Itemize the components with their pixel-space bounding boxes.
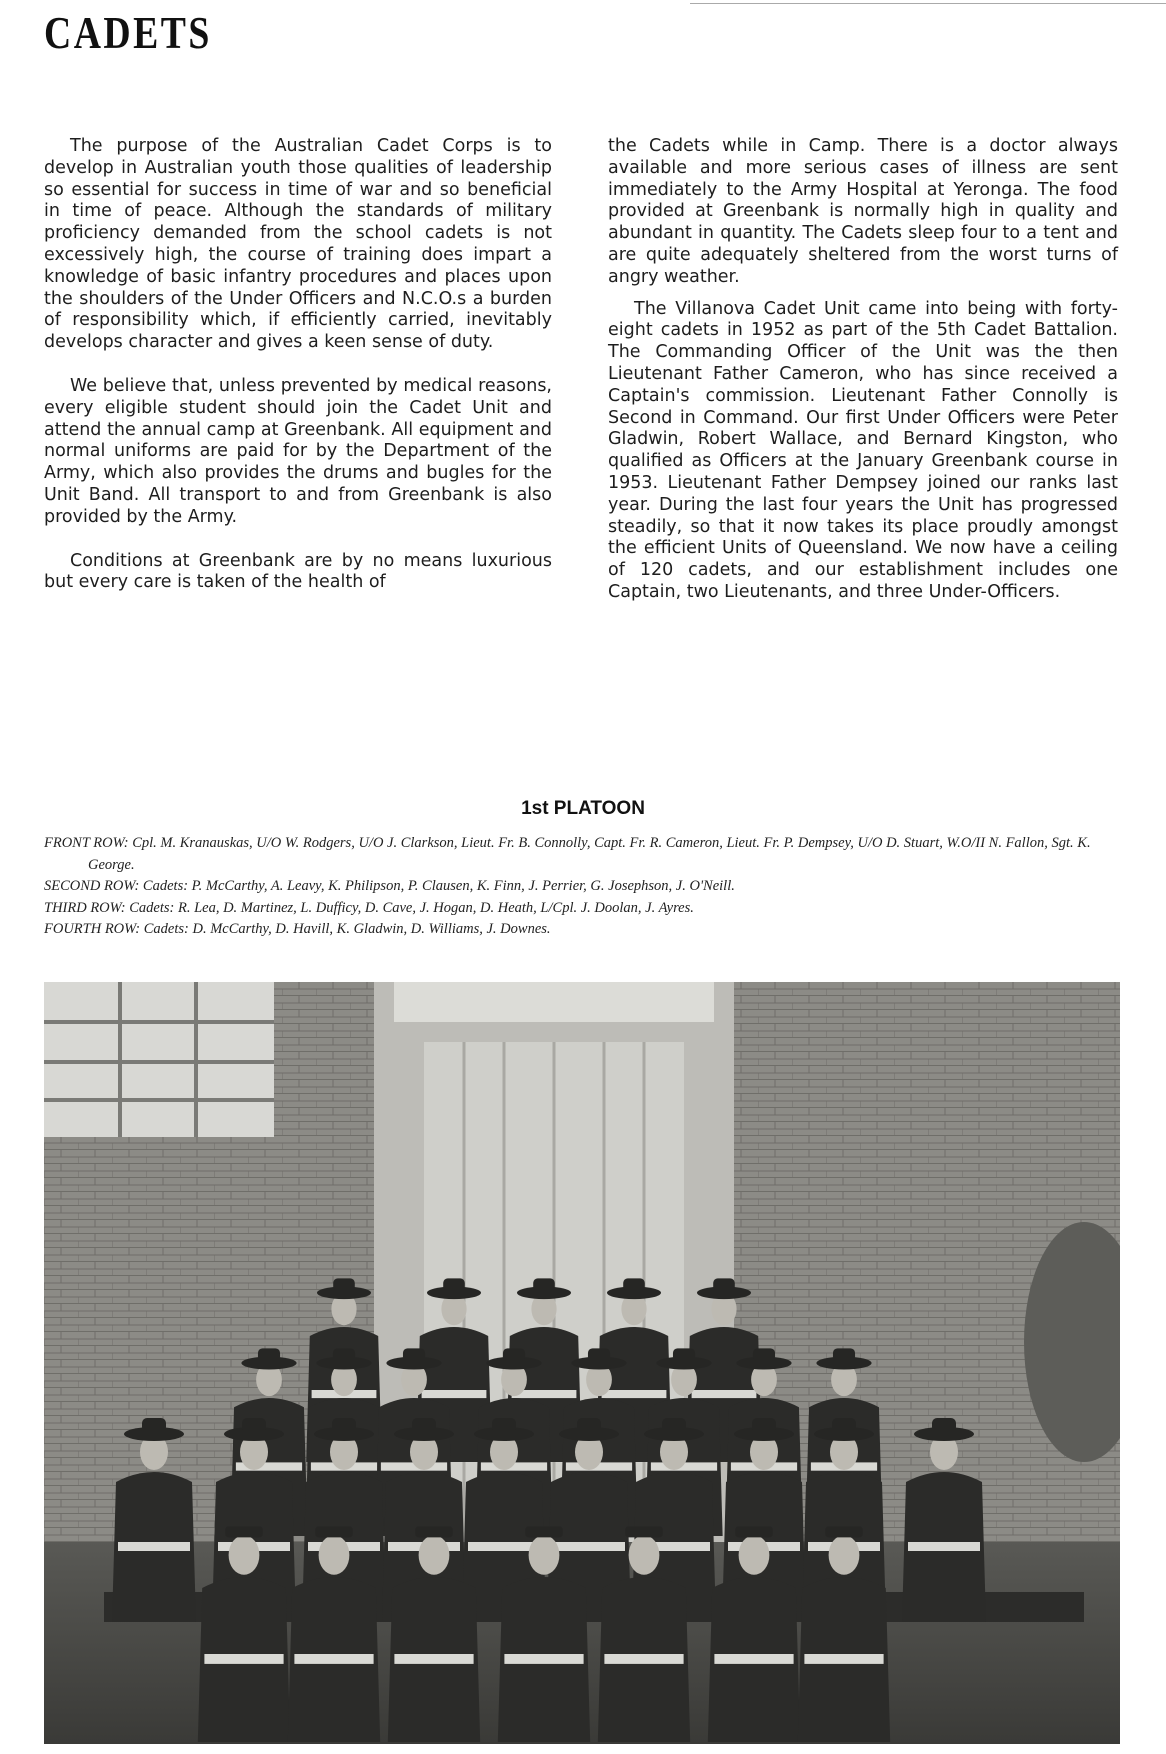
page-title: CADETS bbox=[44, 7, 212, 58]
caption-fourth-row: FOURTH ROW: Cadets: D. McCarthy, D. Havill, K. Gladwin, D. Williams, J. Downes. bbox=[44, 921, 551, 937]
article-left-column bbox=[44, 136, 552, 594]
paragraph-unit-history: The Villanova Cadet Unit came into being with forty-eight cadets in 1952 as part of the 5th Cadet Battalion. The Commanding Officer of the Unit was the then Lieutenant Father Cameron, who has since received a Captain's commission. Lieutenant Father Connolly is Second in Command. Our first Under Officers were Peter Gladwin, Robert Wallace, and Bernard Kingston, who qualified as Officers at the January Greenbank course in 1953. Lieutenant Father Dempsey joined our ranks last year. During the last four years the Unit has progressed steadily, so that it now takes its place proudly amongst the efficient Units of Queensland. We now have a ceiling of 120 cadets, and our establishment includes one Captain, two Lieutenants, and three Under-Officers. bbox=[608, 298, 1118, 602]
platoon-photo bbox=[44, 982, 1120, 1744]
paragraph-conditions: Conditions at Greenbank are by no means luxurious but every care is taken of the health of bbox=[44, 550, 552, 593]
platoon-photo-illustration bbox=[44, 982, 1120, 1744]
photo-caption bbox=[44, 833, 1124, 941]
caption-second-row: SECOND ROW: Cadets: P. McCarthy, A. Leavy, K. Philipson, P. Clausen, K. Finn, J. Perrier, G. Josephson, J. O'Neill. bbox=[44, 878, 735, 894]
top-rule bbox=[690, 3, 1166, 4]
paragraph-camp-health: the Cadets while in Camp. There is a doctor always available and more serious cases of illness are sent immediately to the Army Hospital at Yeronga. The food provided at Greenbank is normally high in quality and abundant in quantity. The Cadets sleep four to a tent and are quite adequately sheltered from the worst turns of angry weather. bbox=[608, 136, 1118, 287]
paragraph-purpose: The purpose of the Australian Cadet Corps is to develop in Australian youth those qualities of leadership so essential for success in time of war and so beneficial in time of peace. Although the standards of military proficiency demanded from the school cadets is not excessively high, the course of training does impart a knowledge of basic infantry procedures and places upon the shoulders of the Under Officers and N.C.O.s a burden of responsibility which, if efficiently carried, inevitably develops character and gives a keen sense of duty. bbox=[44, 136, 552, 353]
paragraph-eligibility: We believe that, unless prevented by medical reasons, every eligible student should join the Cadet Unit and attend the annual camp at Greenbank. All equipment and normal uniforms are paid for by the Department of the Army, which also provides the drums and bugles for the Unit Band. All transport to and from Greenbank is also provided by the Army. bbox=[44, 375, 552, 527]
photo-caption-heading: 1st PLATOON bbox=[521, 798, 645, 819]
caption-third-row: THIRD ROW: Cadets: R. Lea, D. Martinez, L. Dufficy, D. Cave, J. Hogan, D. Heath, L/Cpl. J. Doolan, J. Ayres. bbox=[44, 899, 694, 916]
article-right-column bbox=[608, 136, 1118, 604]
caption-front-row: FRONT ROW: Cpl. M. Kranauskas, U/O W. Rodgers, U/O J. Clarkson, Lieut. Fr. B. Connolly, Capt. Fr. R. Cameron, Lieut. Fr. P. Dempsey, U/O D. Stuart, W.O/II N. Fallon, Sgt. K. George. bbox=[44, 835, 1091, 873]
window-left bbox=[44, 982, 274, 1137]
